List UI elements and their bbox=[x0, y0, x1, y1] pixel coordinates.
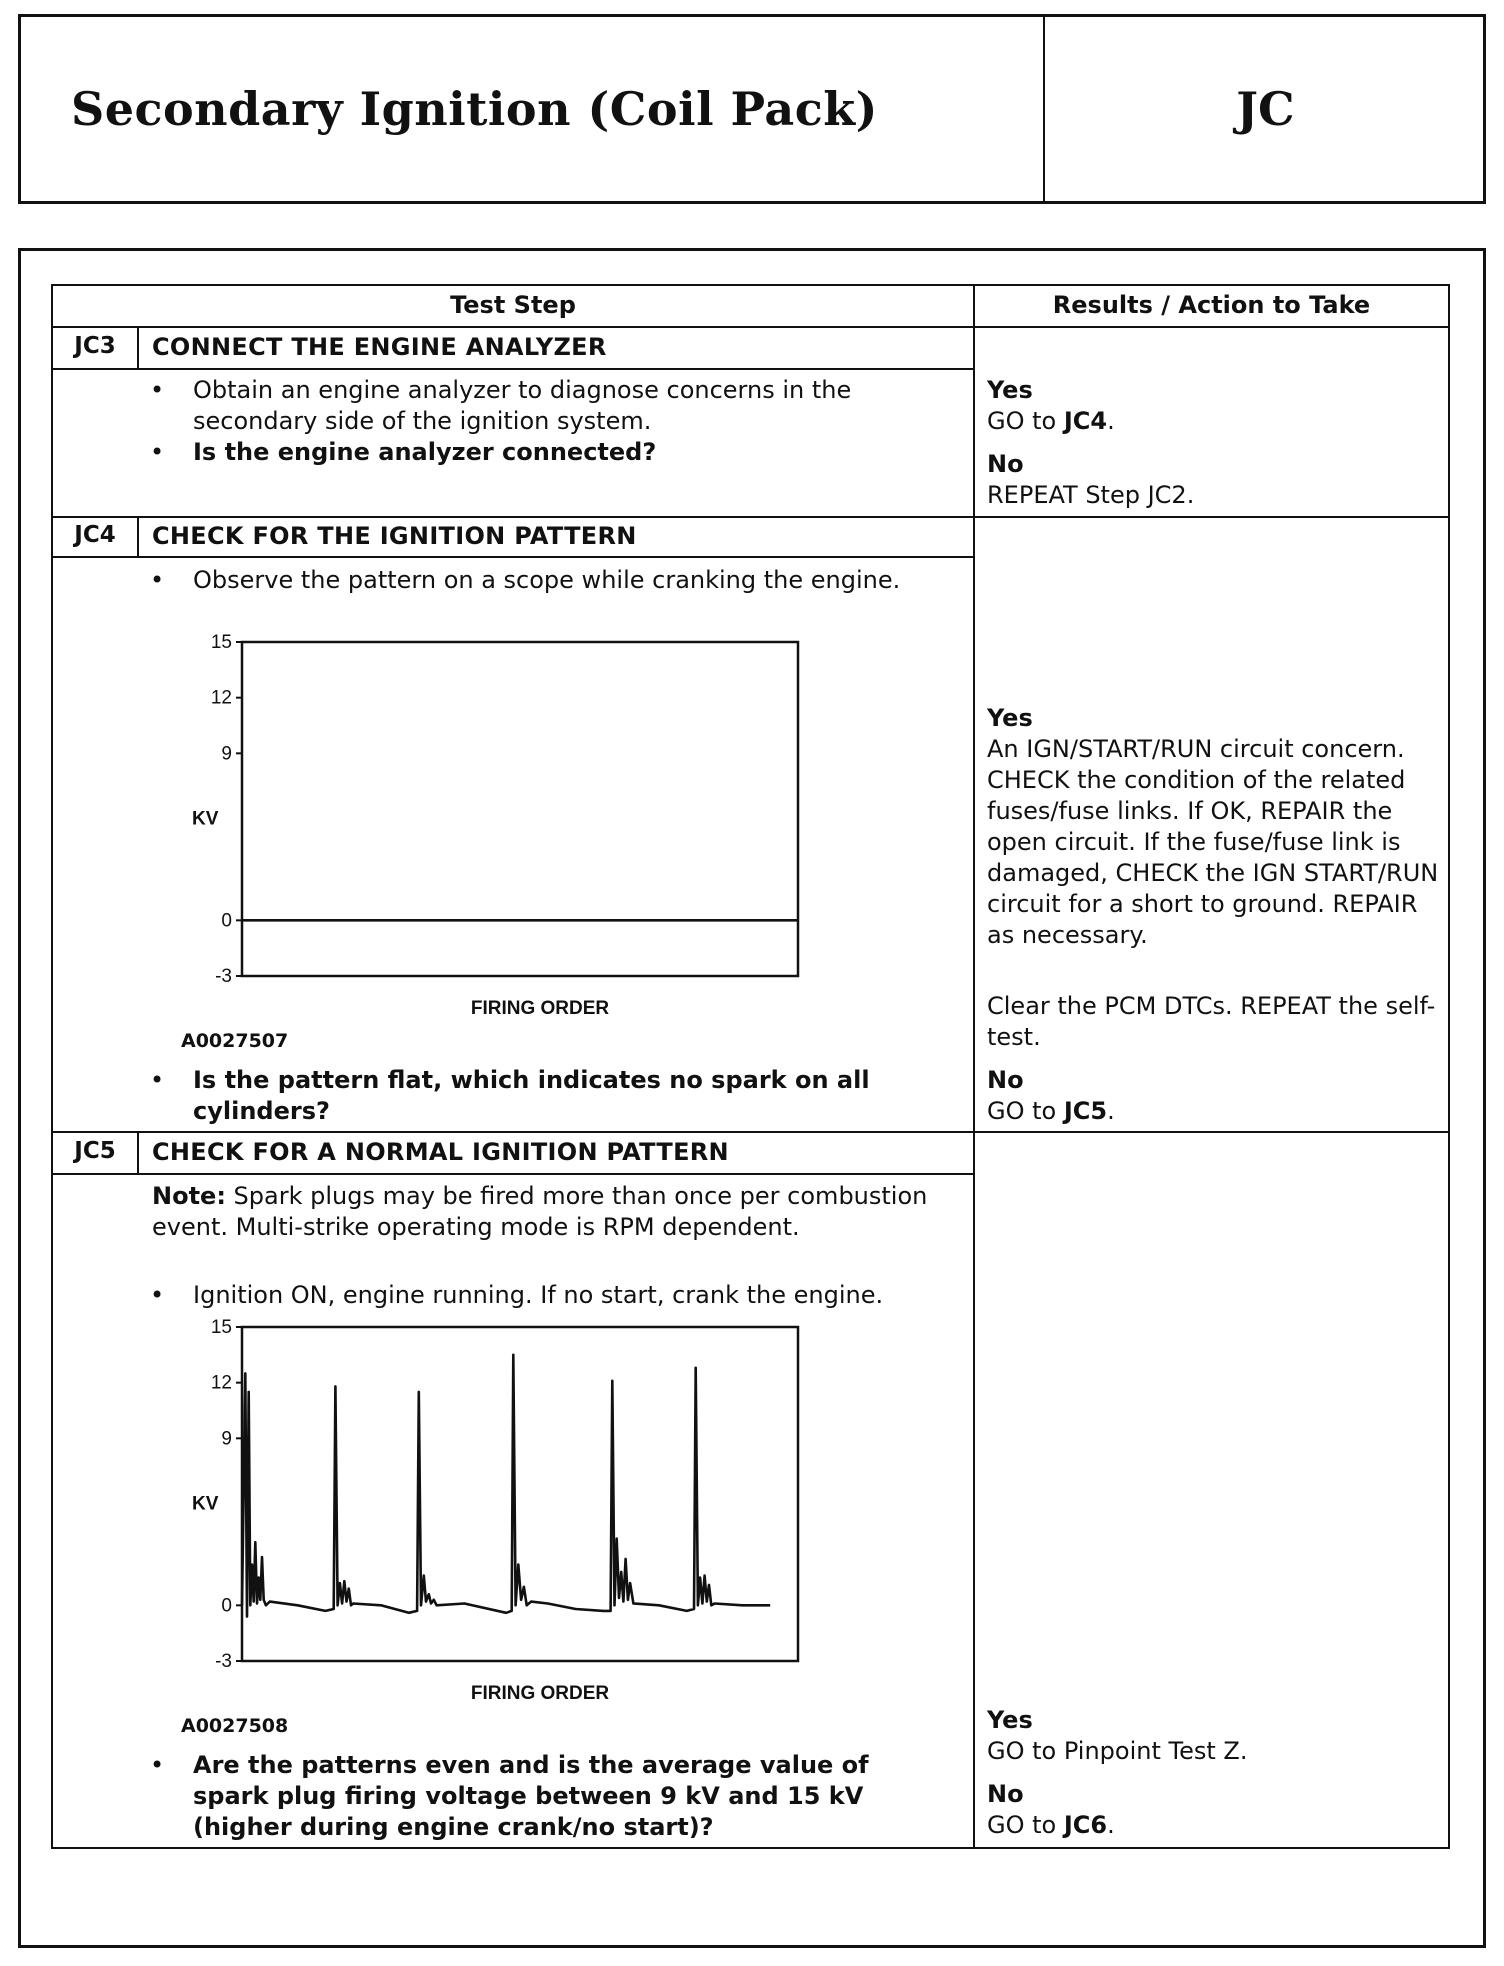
jc5-instruction: Ignition ON, engine running. If no start, crank the engine. bbox=[193, 1281, 884, 1309]
page-title: Secondary Ignition (Coil Pack) bbox=[71, 82, 878, 136]
jc5-y-axis bbox=[192, 1317, 242, 1672]
jc5-y-tick-label: 9 bbox=[221, 1428, 232, 1450]
step-id-jc5: JC5 bbox=[74, 1138, 116, 1164]
jc3-yes-label: Yes bbox=[987, 376, 1033, 404]
jc5-note-label: Note: bbox=[152, 1182, 226, 1210]
jc4-y-axis bbox=[192, 632, 242, 987]
jc5-question: Are the patterns even and is the average value of spark plug firing voltage between 9 kV and 15 kV (higher during engine crank/no start)? bbox=[193, 1751, 869, 1841]
step-title-jc4: CHECK FOR THE IGNITION PATTERN bbox=[152, 522, 637, 550]
jc3-title-divider bbox=[51, 368, 975, 370]
table-border-bottom bbox=[51, 1847, 1450, 1849]
bullet-marker: • bbox=[150, 1281, 165, 1309]
jc5-note bbox=[152, 1181, 952, 1243]
jc5-no-ref: JC6 bbox=[1063, 1811, 1108, 1839]
table-border-left bbox=[51, 284, 53, 1849]
header-row-divider bbox=[51, 326, 1450, 328]
jc3-yes-ref: JC4 bbox=[1063, 407, 1108, 435]
header-box bbox=[18, 14, 1486, 204]
jc5-series-trace bbox=[242, 1355, 770, 1617]
jc5-no-action bbox=[987, 1810, 1115, 1841]
jc5-title-divider bbox=[51, 1173, 975, 1175]
jc5-plot-area bbox=[242, 1327, 798, 1704]
table-border-right bbox=[1448, 284, 1450, 1849]
jc4-y-tick-label: 9 bbox=[221, 743, 232, 765]
jc5-no-prefix: GO to bbox=[987, 1811, 1064, 1839]
jc5-no-suffix: . bbox=[1107, 1811, 1115, 1839]
jc5-figure-id: A0027508 bbox=[181, 1715, 289, 1737]
jc4-yes-action-2: Clear the PCM DTCs. REPEAT the self-test. bbox=[987, 992, 1436, 1051]
jc5-yes-label: Yes bbox=[987, 1706, 1033, 1734]
jc4-no-label: No bbox=[987, 1066, 1024, 1094]
jc4-id-divider bbox=[137, 516, 139, 558]
step-id-jc4: JC4 bbox=[74, 522, 116, 548]
jc4-no-prefix: GO to bbox=[987, 1097, 1064, 1125]
jc4-yes-label: Yes bbox=[987, 704, 1033, 732]
jc5-id-divider bbox=[137, 1131, 139, 1175]
jc4-y-axis-label: KV bbox=[192, 808, 219, 830]
jc5-no-label: No bbox=[987, 1780, 1024, 1808]
jc4-title-divider bbox=[51, 556, 975, 558]
jc5-y-tick-label: 15 bbox=[210, 1317, 232, 1338]
jc5-y-tick-label: -3 bbox=[215, 1651, 232, 1672]
jc3-no-action: REPEAT Step JC2. bbox=[987, 481, 1195, 509]
jc4-y-tick-label: 12 bbox=[210, 687, 232, 709]
jc3-no-label: No bbox=[987, 450, 1024, 478]
section-code: JC bbox=[1236, 82, 1295, 136]
jc5-yes-action: GO to Pinpoint Test Z. bbox=[987, 1737, 1248, 1765]
col-header-test-step: Test Step bbox=[450, 291, 576, 319]
jc4-instruction: Observe the pattern on a scope while cranking the engine. bbox=[193, 566, 901, 594]
jc4-question: Is the pattern flat, which indicates no spark on all cylinders? bbox=[193, 1066, 870, 1125]
bullet-marker: • bbox=[150, 438, 165, 466]
bullet-marker: • bbox=[150, 1751, 165, 1779]
jc5-y-axis-label: KV bbox=[192, 1493, 219, 1515]
jc4-x-axis-label: FIRING ORDER bbox=[470, 998, 610, 1019]
bullet-marker: • bbox=[150, 1066, 165, 1094]
bullet-marker: • bbox=[150, 376, 165, 404]
jc4-y-tick-label: 0 bbox=[221, 910, 232, 932]
jc4-y-tick-label: 15 bbox=[210, 632, 232, 653]
jc4-y-tick-label: -3 bbox=[215, 966, 232, 987]
step-title-jc3: CONNECT THE ENGINE ANALYZER bbox=[152, 333, 607, 361]
col-header-results: Results / Action to Take bbox=[1052, 291, 1371, 319]
step-title-jc5: CHECK FOR A NORMAL IGNITION PATTERN bbox=[152, 1138, 729, 1166]
jc4-scope-chart bbox=[170, 628, 830, 1038]
step-id-jc3: JC3 bbox=[74, 333, 116, 359]
jc3-yes-action bbox=[987, 406, 1115, 437]
jc3-yes-suffix: . bbox=[1107, 407, 1115, 435]
jc4-bottom-divider bbox=[51, 1131, 1450, 1133]
jc4-yes-action: An IGN/START/RUN circuit concern. CHECK the condition of the related fuses/fuse links. If OK, REPAIR the open circuit. If the fuse/fuse link is damaged, CHECK the IGN START/RUN circuit for a short to ground. REPAIR as necessary. bbox=[987, 735, 1439, 949]
jc3-instruction: Obtain an engine analyzer to diagnose concerns in the secondary side of the ignition system. bbox=[193, 376, 852, 435]
jc4-no-suffix: . bbox=[1107, 1097, 1115, 1125]
jc5-y-tick-label: 12 bbox=[210, 1372, 232, 1394]
jc4-figure-id: A0027507 bbox=[181, 1030, 289, 1052]
column-divider bbox=[973, 284, 975, 1849]
jc4-plot-frame bbox=[242, 642, 798, 976]
jc4-no-ref: JC5 bbox=[1063, 1097, 1108, 1125]
jc4-plot-area bbox=[242, 642, 798, 1019]
jc5-note-text: Spark plugs may be fired more than once per combustion event. Multi-strike operating mode is RPM dependent. bbox=[152, 1182, 928, 1241]
jc3-question: Is the engine analyzer connected? bbox=[193, 438, 657, 466]
jc3-id-divider bbox=[137, 326, 139, 370]
jc5-x-axis-label: FIRING ORDER bbox=[470, 1683, 610, 1704]
jc3-yes-prefix: GO to bbox=[987, 407, 1064, 435]
jc4-no-action bbox=[987, 1096, 1115, 1127]
jc3-bottom-divider bbox=[51, 516, 1450, 518]
jc5-scope-chart bbox=[170, 1313, 830, 1723]
table-border-top bbox=[51, 284, 1450, 286]
bullet-marker: • bbox=[150, 566, 165, 594]
jc5-y-tick-label: 0 bbox=[221, 1595, 232, 1617]
